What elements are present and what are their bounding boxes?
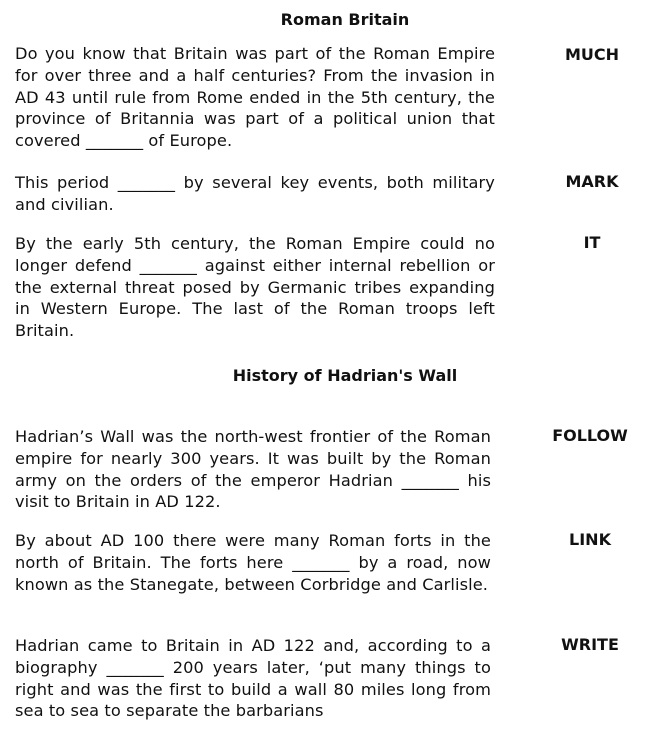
keyword-label: WRITE <box>561 635 619 654</box>
exercise-paragraph: Do you know that Britain was part of the Roman Empire for over three and a half centuries? From the invasion in AD 43 until rule from Rome ended in the 5th century, the province of Britannia was part of a political union that covered _______ of Europe. <box>15 44 495 151</box>
keyword-label: MUCH <box>564 45 620 64</box>
keyword-label: MARK <box>565 172 619 191</box>
section-title: History of Hadrian's Wall <box>232 366 458 385</box>
exercise-paragraph: Hadrian came to Britain in AD 122 and, according to a biography _______ 200 years later, ‘put many things to right and was the first to build a wall 80 miles long from sea to sea to separate the barbarians <box>15 636 491 721</box>
section-title: Roman Britain <box>280 10 410 29</box>
exercise-paragraph: This period _______ by several key events, both military and civilian. <box>15 173 495 214</box>
exercise-paragraph: Hadrian’s Wall was the north-west frontier of the Roman empire for nearly 300 years. It was built by the Roman army on the orders of the emperor Hadrian _______ his visit to Britain in AD 122. <box>15 427 491 512</box>
exercise-paragraph: By the early 5th century, the Roman Empire could no longer defend _______ against either internal rebellion or the external threat posed by Germanic tribes expanding in Western Europe. The last of the Roman troops left Britain. <box>15 234 495 341</box>
keyword-label: IT <box>583 233 601 252</box>
exercise-paragraph: By about AD 100 there were many Roman forts in the north of Britain. The forts here _______ by a road, now known as the Stanegate, between Corbridge and Carlisle. <box>15 531 491 594</box>
keyword-label: FOLLOW <box>552 426 628 445</box>
keyword-label: LINK <box>569 530 611 549</box>
